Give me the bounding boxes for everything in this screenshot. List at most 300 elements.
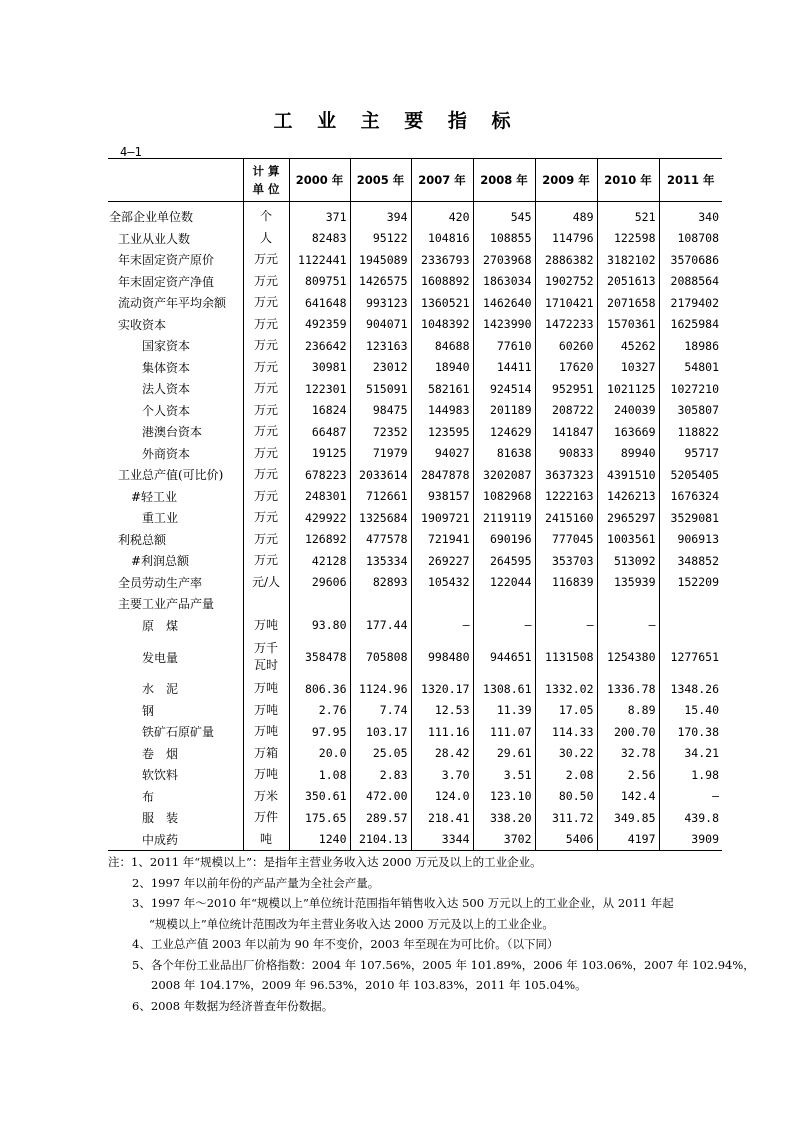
row-unit: 万吨 [243, 764, 289, 786]
value-cell: 16824 [289, 400, 350, 422]
row-label: 年末固定资产净值 [118, 274, 215, 289]
value-cell: 118822 [659, 421, 722, 443]
value-cell: 264595 [473, 550, 535, 572]
row-unit: 万元 [243, 378, 289, 400]
table-row [108, 700, 722, 722]
table-row [108, 228, 722, 250]
value-cell: 175.65 [289, 807, 350, 829]
value-cell: 1426213 [597, 486, 659, 508]
value-cell: 98475 [350, 400, 411, 422]
table-row [108, 357, 722, 379]
footnotes [108, 852, 755, 1016]
row-label: 水 泥 [142, 682, 179, 697]
value-cell: 114.33 [535, 721, 597, 743]
value-cell: 1336.78 [597, 678, 659, 700]
value-cell: — [411, 615, 473, 637]
value-cell: 123163 [350, 335, 411, 357]
table-row [108, 421, 722, 443]
table-number: 4—1 [120, 145, 142, 159]
value-cell: 311.72 [535, 807, 597, 829]
value-cell [535, 593, 597, 615]
value-cell: 1254380 [597, 636, 659, 678]
value-cell: 25.05 [350, 743, 411, 765]
table-row [108, 786, 722, 808]
table-body [108, 202, 722, 851]
row-label: 软饮料 [142, 768, 179, 783]
value-cell: 142.4 [597, 786, 659, 808]
value-cell: 582161 [411, 378, 473, 400]
value-cell: 2.56 [597, 764, 659, 786]
header-year: 2010 年 [597, 159, 659, 202]
value-cell: 3529081 [659, 507, 722, 529]
row-label: 年末固定资产原价 [118, 253, 215, 268]
value-cell: 82483 [289, 228, 350, 250]
value-cell: 938157 [411, 486, 473, 508]
value-cell: 122044 [473, 572, 535, 594]
footnote-line: 2、1997 年以前年份的产品产量为全社会产量。 [132, 875, 380, 890]
row-label: 个人资本 [142, 403, 191, 418]
value-cell: 1.08 [289, 764, 350, 786]
table-row [108, 486, 722, 508]
value-cell: 7.74 [350, 700, 411, 722]
row-label: 实收资本 [118, 317, 167, 332]
value-cell: 1423990 [473, 314, 535, 336]
value-cell: 1021125 [597, 378, 659, 400]
value-cell: 124.0 [411, 786, 473, 808]
value-cell: 19125 [289, 443, 350, 465]
value-cell: 1676324 [659, 486, 722, 508]
value-cell: 515091 [350, 378, 411, 400]
value-cell: 3570686 [659, 249, 722, 271]
row-unit: 万件 [243, 807, 289, 829]
value-cell: 84688 [411, 335, 473, 357]
value-cell: 806.36 [289, 678, 350, 700]
value-cell: 924514 [473, 378, 535, 400]
value-cell: 1570361 [597, 314, 659, 336]
footnote-line: 5、各个年份工业品出厂价格指数：2004 年 107.56%，2005 年 101.89%，2006 年 103.06%，2007 年 102.94%， [132, 957, 755, 972]
value-cell: 17620 [535, 357, 597, 379]
value-cell: 545 [473, 202, 535, 228]
table-row [108, 678, 722, 700]
row-unit: 万元 [243, 400, 289, 422]
value-cell: 123.10 [473, 786, 535, 808]
value-cell: 77610 [473, 335, 535, 357]
value-cell: 439.8 [659, 807, 722, 829]
value-cell: 23012 [350, 357, 411, 379]
table-row [108, 314, 722, 336]
value-cell: 1348.26 [659, 678, 722, 700]
value-cell: 3182102 [597, 249, 659, 271]
value-cell: 248301 [289, 486, 350, 508]
value-cell: 8.89 [597, 700, 659, 722]
table-row [108, 615, 722, 637]
value-cell: 17.05 [535, 700, 597, 722]
row-unit: 人 [243, 228, 289, 250]
value-cell: 349.85 [597, 807, 659, 829]
footnote-line: 3、1997 年～2010 年“规模以上”单位统计范围指年销售收入达 500 万元以上的工业企业，从 2011 年起 [132, 896, 674, 910]
value-cell: 15.40 [659, 700, 722, 722]
value-cell: 170.38 [659, 721, 722, 743]
value-cell: 3702 [473, 829, 535, 851]
value-cell: 289.57 [350, 807, 411, 829]
value-cell: 81638 [473, 443, 535, 465]
value-cell: 32.78 [597, 743, 659, 765]
value-cell: 2965297 [597, 507, 659, 529]
footnote-line: 6、2008 年数据为经济普查年份数据。 [132, 998, 334, 1013]
row-label: 主要工业产品产量 [118, 597, 215, 612]
value-cell: 1360521 [411, 292, 473, 314]
table-row [108, 507, 722, 529]
row-unit: 万元 [243, 314, 289, 336]
value-cell: 678223 [289, 464, 350, 486]
table-row [108, 721, 722, 743]
value-cell: 358478 [289, 636, 350, 678]
value-cell: 135334 [350, 550, 411, 572]
row-label: 法人资本 [142, 382, 191, 397]
value-cell: 721941 [411, 529, 473, 551]
row-label: 流动资产年平均余额 [118, 296, 227, 311]
value-cell: 80.50 [535, 786, 597, 808]
value-cell: — [659, 786, 722, 808]
value-cell: 34.21 [659, 743, 722, 765]
value-cell: 20.0 [289, 743, 350, 765]
value-cell: 1863034 [473, 271, 535, 293]
table-row [108, 529, 722, 551]
value-cell: 116839 [535, 572, 597, 594]
row-unit: 万吨 [243, 678, 289, 700]
value-cell: 45262 [597, 335, 659, 357]
header-year: 2000 年 [289, 159, 350, 202]
value-cell: 54801 [659, 357, 722, 379]
value-cell: 641648 [289, 292, 350, 314]
value-cell: 1625984 [659, 314, 722, 336]
table-row [108, 550, 722, 572]
value-cell: 1.98 [659, 764, 722, 786]
value-cell: 71979 [350, 443, 411, 465]
value-cell: 108708 [659, 228, 722, 250]
value-cell: 2119119 [473, 507, 535, 529]
value-cell: 1325684 [350, 507, 411, 529]
row-label: 全员劳动生产率 [118, 575, 203, 590]
table-row [108, 764, 722, 786]
row-label: 集体资本 [142, 360, 191, 375]
header-unit: 计 算 单 位 [243, 159, 289, 202]
value-cell: 208722 [535, 400, 597, 422]
value-cell: 3909 [659, 829, 722, 851]
value-cell: 712661 [350, 486, 411, 508]
table-row [108, 335, 722, 357]
value-cell: 72352 [350, 421, 411, 443]
table-row [108, 202, 722, 228]
value-cell: 3202087 [473, 464, 535, 486]
row-unit: 万元 [243, 421, 289, 443]
value-cell: 1122441 [289, 249, 350, 271]
value-cell: 1462640 [473, 292, 535, 314]
value-cell: 2051613 [597, 271, 659, 293]
header-year: 2007 年 [411, 159, 473, 202]
table-row [108, 271, 722, 293]
value-cell: 944651 [473, 636, 535, 678]
value-cell: 200.70 [597, 721, 659, 743]
footnote-line: “规模以上”单位统计范围改为年主营业务收入达 2000 万元及以上的工业企业。 [149, 916, 554, 931]
row-label: 发电量 [142, 650, 179, 665]
row-unit: 万元 [243, 529, 289, 551]
value-cell: 122598 [597, 228, 659, 250]
value-cell: 1945089 [350, 249, 411, 271]
value-cell: 218.41 [411, 807, 473, 829]
value-cell: 429922 [289, 507, 350, 529]
table-row [108, 464, 722, 486]
value-cell [659, 593, 722, 615]
table-row [108, 292, 722, 314]
value-cell: 1048392 [411, 314, 473, 336]
value-cell: 82893 [350, 572, 411, 594]
value-cell: 513092 [597, 550, 659, 572]
value-cell: 350.61 [289, 786, 350, 808]
value-cell: 111.16 [411, 721, 473, 743]
value-cell: 105432 [411, 572, 473, 594]
value-cell [597, 593, 659, 615]
table-row [108, 378, 722, 400]
row-label: #利润总额 [131, 554, 190, 569]
value-cell [473, 593, 535, 615]
row-label: 工业总产值(可比价) [118, 468, 224, 483]
value-cell: 89940 [597, 443, 659, 465]
page-title: 工 业 主 要 指 标 [273, 110, 520, 132]
value-cell: — [473, 615, 535, 637]
value-cell: 3344 [411, 829, 473, 851]
value-cell: 952951 [535, 378, 597, 400]
value-cell: 152209 [659, 572, 722, 594]
table-row [108, 829, 722, 851]
value-cell: 18940 [411, 357, 473, 379]
table-row [108, 743, 722, 765]
value-cell: 1472233 [535, 314, 597, 336]
value-cell: 104816 [411, 228, 473, 250]
value-cell: 269227 [411, 550, 473, 572]
value-cell: 240039 [597, 400, 659, 422]
row-label: 布 [142, 789, 155, 804]
row-label: 国家资本 [142, 339, 191, 354]
value-cell: 1308.61 [473, 678, 535, 700]
row-unit [243, 593, 289, 615]
table-row [108, 593, 722, 615]
value-cell: 29.61 [473, 743, 535, 765]
value-cell: 1608892 [411, 271, 473, 293]
value-cell: 124629 [473, 421, 535, 443]
value-cell: 5205405 [659, 464, 722, 486]
value-cell: 93.80 [289, 615, 350, 637]
value-cell: 371 [289, 202, 350, 228]
value-cell: 5406 [535, 829, 597, 851]
value-cell: 809751 [289, 271, 350, 293]
value-cell: 122301 [289, 378, 350, 400]
footnote-line: 4、工业总产值 2003 年以前为 90 年不变价，2003 年至现在为可比价。（以下同） [132, 937, 559, 951]
value-cell: 14411 [473, 357, 535, 379]
indicator-table [108, 158, 722, 851]
value-cell: 163669 [597, 421, 659, 443]
value-cell: 340 [659, 202, 722, 228]
table-header-row [108, 159, 722, 202]
value-cell: 489 [535, 202, 597, 228]
value-cell: 2071658 [597, 292, 659, 314]
row-unit: 万千 瓦时 [243, 636, 289, 678]
row-unit: 万元 [243, 271, 289, 293]
row-label: 卷 烟 [142, 746, 179, 761]
row-label: 外商资本 [142, 446, 191, 461]
value-cell: 18986 [659, 335, 722, 357]
value-cell: 705808 [350, 636, 411, 678]
value-cell: 126892 [289, 529, 350, 551]
value-cell: — [597, 615, 659, 637]
value-cell: 394 [350, 202, 411, 228]
header-year: 2011 年 [659, 159, 722, 202]
row-label: 重工业 [142, 511, 179, 526]
value-cell: 1027210 [659, 378, 722, 400]
row-label: 中成药 [108, 829, 243, 851]
value-cell: — [535, 615, 597, 637]
value-cell [289, 593, 350, 615]
value-cell: 1082968 [473, 486, 535, 508]
value-cell: 2.83 [350, 764, 411, 786]
value-cell: 1003561 [597, 529, 659, 551]
value-cell: 1320.17 [411, 678, 473, 700]
value-cell: 30.22 [535, 743, 597, 765]
value-cell: 1426575 [350, 271, 411, 293]
value-cell: 28.42 [411, 743, 473, 765]
row-label: 原 煤 [142, 618, 179, 633]
value-cell: 236642 [289, 335, 350, 357]
row-label: 港澳台资本 [142, 425, 203, 440]
row-label: 利税总额 [118, 532, 167, 547]
value-cell: 114796 [535, 228, 597, 250]
table-row [108, 636, 722, 678]
value-cell [350, 593, 411, 615]
row-unit: 万元 [243, 486, 289, 508]
value-cell: 1124.96 [350, 678, 411, 700]
header-year: 2008 年 [473, 159, 535, 202]
table-row [108, 249, 722, 271]
value-cell: 12.53 [411, 700, 473, 722]
value-cell: 95122 [350, 228, 411, 250]
value-cell: 66487 [289, 421, 350, 443]
value-cell: 1222163 [535, 486, 597, 508]
value-cell: 11.39 [473, 700, 535, 722]
row-unit: 万元 [243, 464, 289, 486]
value-cell: 2336793 [411, 249, 473, 271]
value-cell: 42128 [289, 550, 350, 572]
row-unit: 万米 [243, 786, 289, 808]
value-cell: 420 [411, 202, 473, 228]
value-cell: 4391510 [597, 464, 659, 486]
value-cell: 2886382 [535, 249, 597, 271]
value-cell: 521 [597, 202, 659, 228]
row-unit: 万元 [243, 335, 289, 357]
value-cell: 4197 [597, 829, 659, 851]
value-cell: 97.95 [289, 721, 350, 743]
value-cell: 108855 [473, 228, 535, 250]
value-cell: 141847 [535, 421, 597, 443]
header-indicator-cell [108, 159, 243, 202]
row-unit: 万元 [243, 550, 289, 572]
value-cell: 777045 [535, 529, 597, 551]
value-cell: 2179402 [659, 292, 722, 314]
row-unit: 万元 [243, 249, 289, 271]
row-unit: 吨 [243, 829, 289, 851]
value-cell: 60260 [535, 335, 597, 357]
row-label: 工业从业人数 [118, 231, 191, 246]
value-cell: 1277651 [659, 636, 722, 678]
row-unit: 万吨 [243, 615, 289, 637]
value-cell: 472.00 [350, 786, 411, 808]
value-cell: 906913 [659, 529, 722, 551]
value-cell: 95717 [659, 443, 722, 465]
value-cell: 94027 [411, 443, 473, 465]
value-cell: 690196 [473, 529, 535, 551]
row-label: 服 装 [142, 811, 179, 826]
header-year: 2005 年 [350, 159, 411, 202]
value-cell: 1902752 [535, 271, 597, 293]
row-unit: 个 [243, 202, 289, 228]
value-cell: 492359 [289, 314, 350, 336]
row-unit: 万元 [243, 357, 289, 379]
footnote-line: 2008 年 104.17%，2009 年 96.53%，2010 年 103.83%，2011 年 105.04%。 [151, 978, 587, 992]
row-label: #轻工业 [131, 489, 178, 504]
value-cell: 103.17 [350, 721, 411, 743]
row-unit: 元/人 [243, 572, 289, 594]
value-cell: 135939 [597, 572, 659, 594]
value-cell [659, 615, 722, 637]
value-cell: 1131508 [535, 636, 597, 678]
value-cell: 3.51 [473, 764, 535, 786]
value-cell: 338.20 [473, 807, 535, 829]
row-label: 全部企业单位数 [109, 210, 194, 225]
value-cell: 3.70 [411, 764, 473, 786]
value-cell: 2.08 [535, 764, 597, 786]
value-cell: 3637323 [535, 464, 597, 486]
value-cell: 10327 [597, 357, 659, 379]
table-row [108, 572, 722, 594]
value-cell: 144983 [411, 400, 473, 422]
value-cell [411, 593, 473, 615]
value-cell: 2415160 [535, 507, 597, 529]
value-cell: 30981 [289, 357, 350, 379]
value-cell: 305807 [659, 400, 722, 422]
value-cell: 2847878 [411, 464, 473, 486]
value-cell: 111.07 [473, 721, 535, 743]
value-cell: 2703968 [473, 249, 535, 271]
value-cell: 993123 [350, 292, 411, 314]
row-unit: 万吨 [243, 721, 289, 743]
value-cell: 2.76 [289, 700, 350, 722]
value-cell: 477578 [350, 529, 411, 551]
value-cell: 998480 [411, 636, 473, 678]
value-cell: 123595 [411, 421, 473, 443]
value-cell: 2033614 [350, 464, 411, 486]
row-label: 钢 [142, 703, 155, 718]
table-row [108, 443, 722, 465]
table-row [108, 807, 722, 829]
value-cell: 90833 [535, 443, 597, 465]
value-cell: 353703 [535, 550, 597, 572]
value-cell: 348852 [659, 550, 722, 572]
value-cell: 2088564 [659, 271, 722, 293]
value-cell: 2104.13 [350, 829, 411, 851]
value-cell: 29606 [289, 572, 350, 594]
footnote-line: 注：1、2011 年“规模以上”：是指年主营业务收入达 2000 万元及以上的工业企业。 [108, 855, 542, 869]
row-unit: 万元 [243, 443, 289, 465]
value-cell: 201189 [473, 400, 535, 422]
